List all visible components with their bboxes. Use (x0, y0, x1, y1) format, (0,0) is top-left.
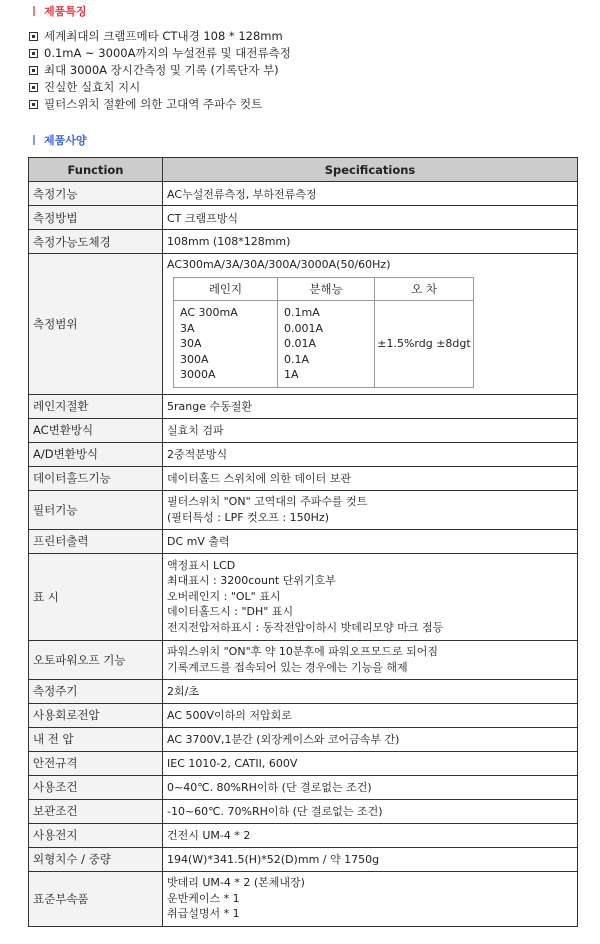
function-cell: 사용조건 (29, 775, 163, 799)
function-cell: 데이터홀드기능 (29, 466, 163, 490)
spec-cell: 108mm (108*128mm) (163, 230, 578, 254)
spec-cell: 데이터홀드 스위치에 의한 데이터 보관 (163, 466, 578, 490)
spec-line: 최대표시 : 3200count 단위기호부 (167, 574, 336, 588)
resolution-values (278, 301, 375, 388)
specs-section-title (33, 132, 87, 148)
spec-line: 전지전압저하표시 : 동작전압이하시 밧데리모양 마크 점등 (167, 620, 444, 634)
feature-text: 최대 3000A 장시간측정 및 기록 (기록단자 부) (44, 63, 279, 77)
title-bar-decoration (33, 135, 35, 145)
function-cell: 필터기능 (29, 490, 163, 529)
range-table (173, 277, 474, 388)
function-cell: AC변환방식 (29, 418, 163, 442)
table-row (29, 490, 578, 529)
features-list (29, 28, 291, 113)
spec-line: 필터스위치 "ON" 고역대의 주파수를 컷트 (167, 495, 368, 508)
spec-cell (163, 254, 578, 395)
table-row (29, 394, 578, 418)
resolution-value: 1A (284, 368, 299, 381)
accuracy-header: 오 차 (375, 278, 474, 301)
resolution-value: 0.1A (284, 352, 310, 366)
feature-item (29, 28, 291, 45)
function-cell: 측정기능 (29, 182, 163, 206)
spec-cell (163, 553, 578, 640)
resolution-value: 0.1mA (284, 306, 320, 319)
feature-text: 세계최대의 크램프메타 CT내경 108 * 128mm (44, 29, 283, 43)
specifications-table (28, 157, 578, 927)
spec-cell: CT 크램프방식 (163, 206, 578, 230)
range-value: 3000A (180, 368, 216, 381)
spec-line: 데이터홀드시 : "DH" 표시 (167, 605, 294, 619)
range-value: 30A (180, 337, 202, 350)
table-row (29, 703, 578, 727)
table-row (29, 529, 578, 553)
feature-item (29, 79, 291, 96)
table-row (29, 679, 578, 703)
table-row (29, 182, 578, 206)
function-cell: 측정범위 (29, 254, 163, 395)
feature-text: 0.1mA ~ 3000A까지의 누설전류 및 대전류측정 (44, 46, 291, 60)
table-row (29, 230, 578, 254)
feature-item (29, 96, 291, 113)
range-value: AC 300mA (180, 306, 238, 319)
spec-line: (필터특성 : LPF 컷오프 : 150Hz) (167, 510, 329, 524)
function-cell: 내 전 압 (29, 727, 163, 751)
spec-cell: 건전시 UM-4 * 2 (163, 823, 578, 847)
function-cell: 오토파워오프 기능 (29, 640, 163, 679)
spec-line: 기록계코드를 접속되어 있는 경우에는 기능을 해제 (167, 660, 408, 674)
table-row (29, 553, 578, 640)
spec-cell (163, 871, 578, 926)
spec-cell: -10~60℃. 70%RH이하 (단 결로없는 조건) (163, 799, 578, 823)
resolution-value: 0.001A (284, 321, 324, 335)
spec-cell: AC 3700V,1분간 (외장케이스와 코어금속부 간) (163, 727, 578, 751)
specs-title-text: 제품사양 (44, 134, 87, 147)
square-bullet-icon (29, 32, 38, 41)
accuracy-value: ±1.5%rdg ±8dgt (375, 301, 474, 388)
spec-line: 취급설명서 * 1 (167, 907, 240, 921)
table-row (29, 466, 578, 490)
range-values (174, 301, 278, 388)
square-bullet-icon (29, 83, 38, 92)
function-cell: 측정가능도체경 (29, 230, 163, 254)
table-row (29, 727, 578, 751)
spec-cell: IEC 1010-2, CATII, 600V (163, 751, 578, 775)
spec-cell (163, 640, 578, 679)
spec-cell: AC누설전류측정, 부하전류측정 (163, 182, 578, 206)
spec-cell: 2회/초 (163, 679, 578, 703)
feature-item (29, 62, 291, 79)
function-cell: 레인지절환 (29, 394, 163, 418)
resolution-header: 분해능 (278, 278, 375, 301)
table-row (29, 871, 578, 926)
range-value: 300A (180, 352, 209, 366)
range-value: 3A (180, 321, 195, 335)
function-cell: 표준부속품 (29, 871, 163, 926)
function-cell: 외형치수 / 중량 (29, 847, 163, 871)
square-bullet-icon (29, 100, 38, 109)
spec-cell: 2중적분방식 (163, 442, 578, 466)
table-row (29, 823, 578, 847)
spec-cell: 194(W)*341.5(H)*52(D)mm / 약 1750g (163, 847, 578, 871)
feature-item (29, 45, 291, 62)
feature-text: 진실한 실효치 지시 (44, 80, 141, 94)
spec-cell: 실효치 검파 (163, 418, 578, 442)
spec-cell: 5range 수동절환 (163, 394, 578, 418)
resolution-value: 0.01A (284, 337, 317, 350)
table-row (29, 418, 578, 442)
table-row (29, 847, 578, 871)
header-specifications: Specifications (163, 158, 578, 182)
function-cell: 안전규격 (29, 751, 163, 775)
square-bullet-icon (29, 66, 38, 75)
spec-cell: 0~40℃. 80%RH이하 (단 결로없는 조건) (163, 775, 578, 799)
function-cell: 표 시 (29, 553, 163, 640)
features-section-title (33, 3, 87, 19)
function-cell: 측정주기 (29, 679, 163, 703)
features-title-text: 제품특징 (44, 5, 87, 18)
spec-line: 오버레인지 : "OL" 표시 (167, 589, 281, 603)
function-cell: 보관조건 (29, 799, 163, 823)
table-row (29, 640, 578, 679)
spec-line: 밧데리 UM-4 * 2 (본체내장) (167, 876, 305, 890)
table-row (29, 751, 578, 775)
function-cell: A/D변환방식 (29, 442, 163, 466)
header-function: Function (29, 158, 163, 182)
range-header: 레인지 (174, 278, 278, 301)
table-row (29, 799, 578, 823)
spec-cell: DC mV 출력 (163, 529, 578, 553)
function-cell: 측정방법 (29, 206, 163, 230)
range-title: AC300mA/3A/30A/300A/3000A(50/60Hz) (167, 258, 391, 271)
feature-text: 필터스위치 절환에 의한 고대역 주파수 컷트 (44, 97, 263, 111)
function-cell: 프린터출력 (29, 529, 163, 553)
spec-cell: AC 500V이하의 저압회로 (163, 703, 578, 727)
square-bullet-icon (29, 49, 38, 58)
function-cell: 사용전지 (29, 823, 163, 847)
spec-line: 파워스위치 "ON"후 약 10분후에 파워오프모드로 되어짐 (167, 645, 439, 658)
function-cell: 사용회로전압 (29, 703, 163, 727)
table-row (29, 442, 578, 466)
table-row-measurement-range (29, 254, 578, 395)
table-row (29, 775, 578, 799)
table-row (29, 206, 578, 230)
spec-line: 액정표시 LCD (167, 558, 236, 572)
title-bar-decoration (33, 6, 35, 16)
spec-line: 운반케이스 * 1 (167, 891, 240, 905)
spec-cell (163, 490, 578, 529)
